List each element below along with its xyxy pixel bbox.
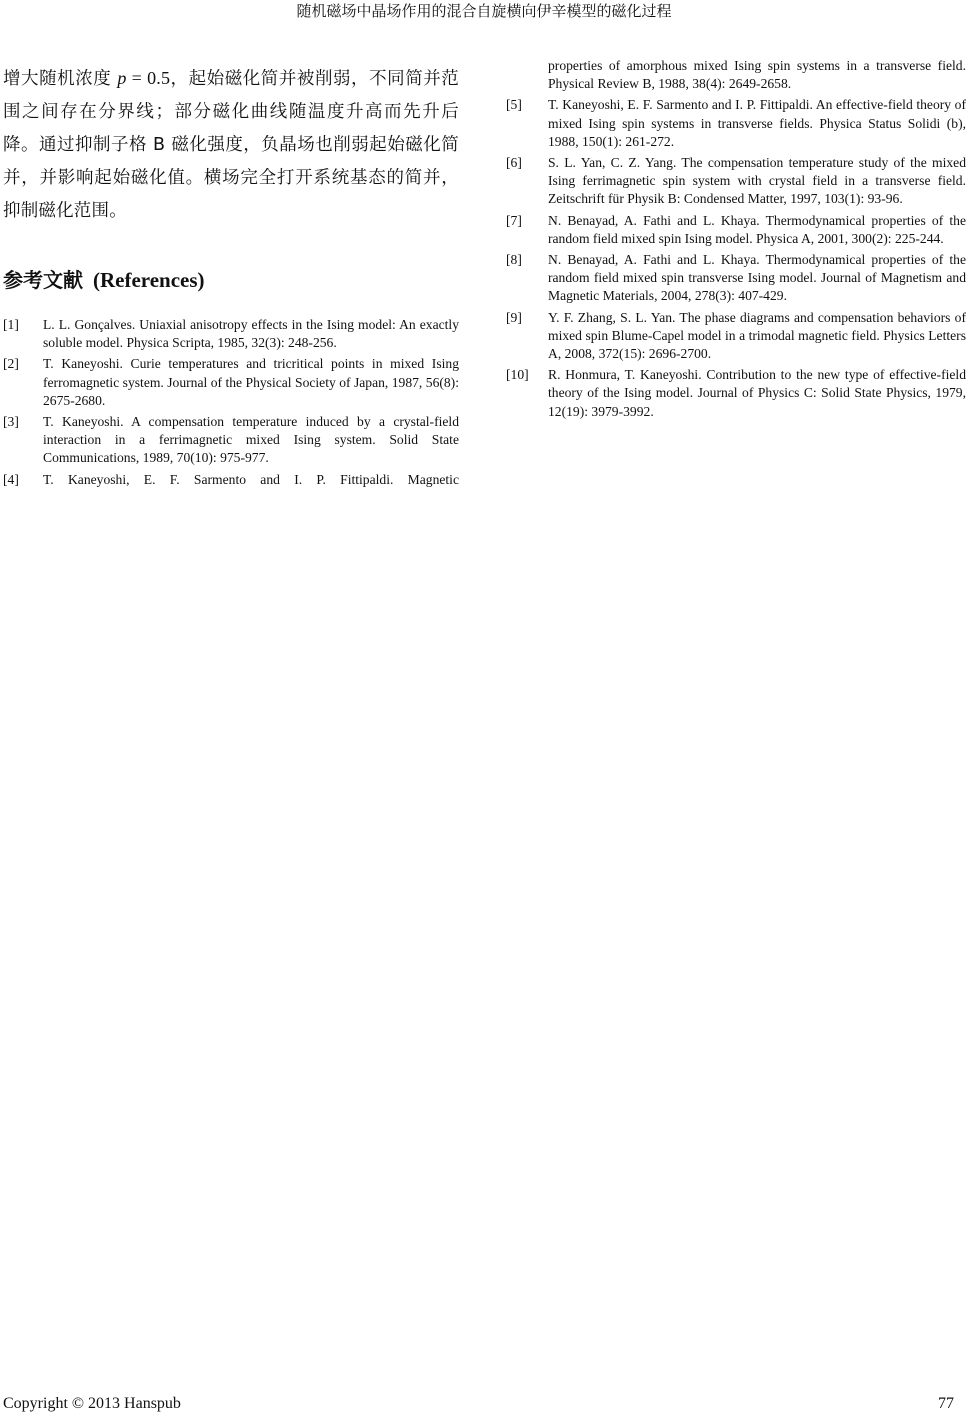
math-variable: p bbox=[117, 68, 127, 88]
reference-item bbox=[506, 154, 966, 209]
reference-number: [3] bbox=[3, 414, 19, 430]
conclusion-paragraph bbox=[3, 62, 459, 228]
reference-number: [9] bbox=[506, 309, 522, 325]
reference-text: R. Honmura, T. Kaneyoshi. Contribution to the new type of effective-field theory of the Ising model. Journal of Physics C: Solid State Physics, 1979, 12(19): 3979-3992. bbox=[548, 367, 966, 419]
reference-list-right bbox=[506, 57, 966, 421]
reference-item bbox=[3, 471, 459, 489]
reference-text: S. L. Yan, C. Z. Yang. The compensation temperature study of the mixed Ising ferrimagnetic spin system with crystal field in a transverse field. Zeitschrift für Physik B: Condensed Matter, 1997, 103(1): 93-96. bbox=[548, 155, 966, 207]
paragraph-prefix: 增大随机浓度 bbox=[3, 69, 118, 89]
reference-text: T. Kaneyoshi, E. F. Sarmento and I. P. Fittipaldi. Magnetic bbox=[43, 471, 459, 487]
reference-text: L. L. Gonçalves. Uniaxial anisotropy effects in the Ising model: An exactly soluble model. Physica Scripta, 1985, 32(3): 248-256. bbox=[43, 317, 459, 351]
reference-number: [4] bbox=[3, 471, 19, 487]
reference-list-left bbox=[3, 316, 459, 489]
references-heading bbox=[3, 266, 459, 294]
reference-number: [10] bbox=[506, 367, 529, 383]
reference-text: T. Kaneyoshi. Curie temperatures and tricritical points in mixed Ising ferromagnetic system. Journal of the Physical Society of Japan, 1987, 56(8): 2675-2680. bbox=[43, 356, 459, 408]
running-title: 随机磁场中晶场作用的混合自旋横向伊辛模型的磁化过程 bbox=[296, 2, 672, 20]
references-heading-cn: 参考文献 bbox=[3, 268, 83, 292]
references-heading-en: (References) bbox=[93, 268, 205, 292]
reference-text: Y. F. Zhang, S. L. Yan. The phase diagrams and compensation behaviors of mixed spin Blume-Capel model in a trimodal magnetic field. Physics Letters A, 2008, 372(15): 2696-2700. bbox=[548, 309, 966, 362]
page-number: 77 bbox=[938, 1395, 954, 1412]
reference-text: T. Kaneyoshi. A compensation temperature induced by a crystal-field interaction in a ferrimagnetic mixed Ising system. Solid State Communications, 1989, 70(10): 975-977. bbox=[43, 414, 459, 466]
right-column bbox=[506, 57, 966, 424]
reference-item bbox=[506, 96, 966, 151]
reference-number: [2] bbox=[3, 356, 19, 372]
reference-item bbox=[3, 316, 459, 352]
copyright-notice: Copyright © 2013 Hanspub bbox=[3, 1395, 181, 1412]
reference-continuation bbox=[506, 57, 966, 93]
reference-item bbox=[506, 251, 966, 306]
left-column bbox=[3, 62, 459, 492]
reference-number: [8] bbox=[506, 252, 522, 268]
reference-text: properties of amorphous mixed Ising spin systems in a transverse field. Physical Review B, 1988, 38(4): 2649-2658. bbox=[548, 58, 966, 92]
reference-item bbox=[506, 309, 966, 364]
math-value: = 0.5 bbox=[126, 68, 171, 88]
reference-item bbox=[3, 413, 459, 468]
reference-number: [5] bbox=[506, 97, 522, 113]
paragraph-suffix: ，起始磁化简并被削弱，不同简并范围之间存在分界线；部分磁化曲线随温度升高而先升后降。通过抑制子格 B 磁化强度，负晶场也削弱起始磁化简并，并影响起始磁化值。横场完全打开系统基态的简并，抑制磁化范围。 bbox=[3, 69, 459, 221]
reference-text: N. Benayad, A. Fathi and L. Khaya. Thermodynamical properties of the random field mixed spin transverse Ising model. Journal of Magnetism and Magnetic Materials, 2004, 278(3): 407-429. bbox=[548, 252, 966, 304]
reference-number: [1] bbox=[3, 317, 19, 332]
reference-text: T. Kaneyoshi, E. F. Sarmento and I. P. Fittipaldi. An effective-field theory of mixed Ising spin systems in transverse fields. Physica Status Solidi (b), 1988, 150(1): 261-272. bbox=[548, 97, 966, 149]
reference-item bbox=[506, 366, 966, 421]
reference-item bbox=[3, 355, 459, 410]
reference-item bbox=[506, 212, 966, 248]
reference-number: [6] bbox=[506, 155, 522, 171]
reference-text: N. Benayad, A. Fathi and L. Khaya. Thermodynamical properties of the random field mixed spin Ising model. Physica A, 2001, 300(2): 225-244. bbox=[548, 212, 966, 246]
reference-number: [7] bbox=[506, 212, 522, 228]
math-expression bbox=[117, 68, 170, 88]
